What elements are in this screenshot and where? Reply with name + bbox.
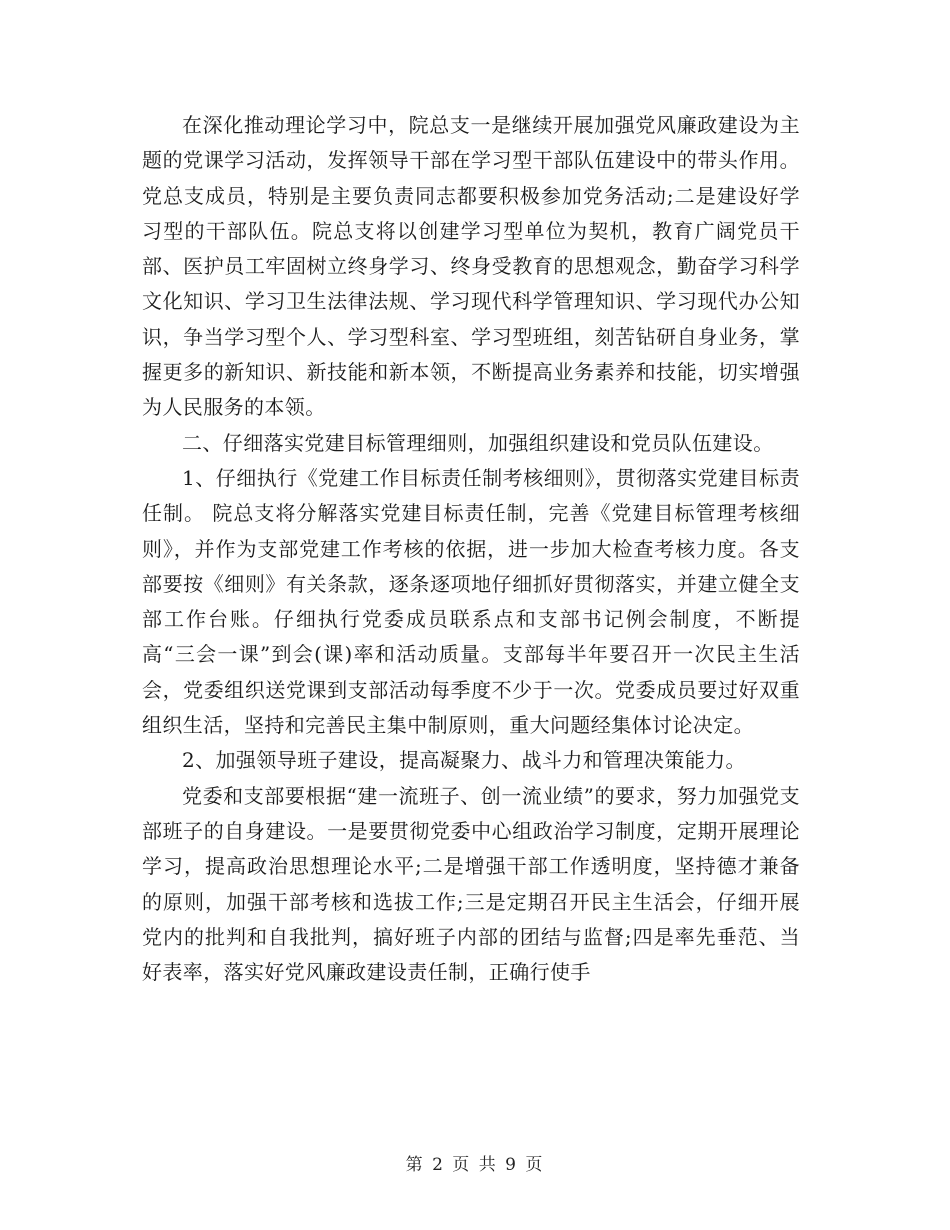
document-body [142, 108, 800, 990]
paragraph-theory-study: 在深化推动理论学习中，院总支一是继续开展加强党风廉政建设为主题的党课学习活动，发挥领导干部在学习型干部队伍建设中的带头作用。党总支成员，特别是主要负责同志都要积极参加党务活动;二是建设好学习型的干部队伍。院总支将以创建学习型单位为契机，教育广阔党员干部、医护员工牢固树立终身学习、终身受教育的思想观念，勤奋学习科学文化知识、学习卫生法律法规、学习现代科学管理知识、学习现代办公知识，争当学习型个人、学习型科室、学习型班组，刻苦钻研自身业务，掌握更多的新知识、新技能和新本领，不断提高业务素养和技能，切实增强为人民服务的本领。 [142, 113, 800, 420]
paragraph-item-2-heading: 2、加强领导班子建设，提高凝聚力、战斗力和管理决策能力。 [182, 748, 746, 773]
paragraph-leadership: 党委和支部要根据“建一流班子、创一流业绩”的要求，努力加强党支部班子的自身建设。一是要贯彻党委中心组政治学习制度，定期开展理论学习，提高政治思想理论水平;二是增强干部工作透明度，坚持德才兼备的原则，加强干部考核和选拔工作;三是定期召开民主生活会，仔细开展党内的批判和自我批判，搞好班子内部的团结与监督;四是率先垂范、当好表率，落实好党风廉政建设责任制，正确行使手 [142, 783, 800, 985]
page-number-footer: 第 2 页 共 9 页 [405, 1155, 545, 1175]
paragraph-item-1: 1、仔细执行《党建工作目标责任制考核细则》，贯彻落实党建目标责任制。 院总支将分解落实党建目标责任制，完善《党建目标管理考核细则》，并作为支部党建工作考核的依据，进一步加大检查考核力度。各支部要按《细则》有关条款，逐条逐项地仔细抓好贯彻落实，并建立健全支部工作台账。仔细执行党委成员联系点和支部书记例会制度，不断提高“三会一课”到会(课)率和活动质量。支部每半年要召开一次民主生活会，党委组织送党课到支部活动每季度不少于一次。党委成员要过好双重组织生活，坚持和完善民主集中制原则，重大问题经集体讨论决定。 [142, 465, 800, 738]
section-heading-2: 二、仔细落实党建目标管理细则，加强组织建设和党员队伍建设。 [182, 430, 774, 455]
